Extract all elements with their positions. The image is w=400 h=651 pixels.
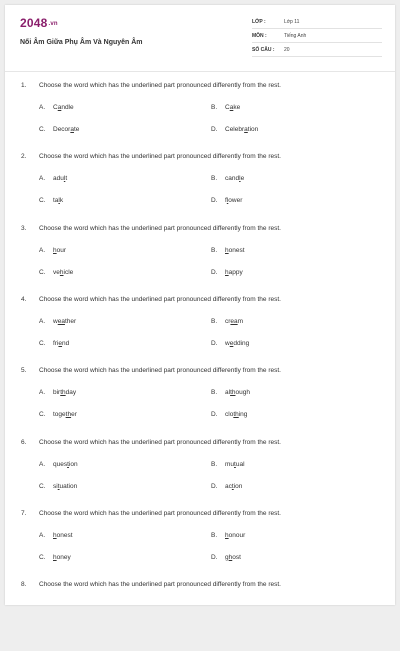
worksheet-title: Nối Âm Giữa Phụ Âm Và Nguyên Âm: [20, 39, 143, 46]
meta-value-subject: Tiếng Anh: [284, 33, 307, 39]
option-letter: D.: [211, 411, 218, 419]
option-letter: D.: [211, 482, 218, 490]
word-prefix: fri: [53, 339, 59, 347]
underlined-part: h: [53, 531, 57, 539]
word-suffix: ther: [64, 317, 77, 325]
option-word: [225, 104, 240, 111]
meta-row-class: [252, 15, 382, 29]
word-prefix: C: [53, 104, 58, 111]
question-number: 6.: [21, 438, 27, 446]
option-letter: D.: [211, 126, 218, 133]
word-suffix: er: [71, 411, 77, 419]
option-letter: B.: [211, 104, 218, 111]
underlined-part: th: [60, 389, 66, 397]
word-suffix: onour: [228, 531, 246, 539]
option-letter: A.: [39, 389, 46, 397]
underlined-part: a: [70, 126, 74, 133]
word-prefix: g: [225, 553, 229, 561]
answer-option-d[interactable]: [211, 269, 243, 276]
underlined-part: l: [239, 175, 241, 183]
question-number: 1.: [21, 82, 27, 89]
answer-option-c[interactable]: [39, 483, 77, 490]
word-suffix: icle: [63, 268, 74, 276]
option-word: [225, 532, 245, 539]
option-word: [225, 197, 242, 204]
answer-option-d[interactable]: [211, 554, 241, 561]
word-prefix: ta: [53, 197, 59, 205]
option-letter: A.: [39, 104, 46, 111]
option-letter: A.: [39, 531, 46, 539]
underlined-part: a: [244, 126, 248, 133]
word-suffix: onest: [228, 246, 245, 254]
option-letter: D.: [211, 197, 218, 205]
option-letter: C.: [39, 482, 46, 490]
word-prefix: ve: [53, 268, 60, 276]
word-suffix: ough: [235, 389, 250, 397]
option-word: [53, 340, 69, 347]
answer-option-d[interactable]: [211, 411, 247, 418]
question-item: [5, 510, 395, 580]
option-word: [225, 389, 250, 396]
word-prefix: bir: [53, 389, 61, 397]
answer-option-a[interactable]: [39, 461, 78, 468]
word-suffix: uation: [59, 482, 78, 490]
question-item: [5, 367, 395, 437]
option-letter: C.: [39, 268, 46, 276]
word-suffix: dding: [233, 339, 250, 347]
option-word: [225, 483, 242, 490]
word-prefix: ques: [53, 460, 68, 468]
answer-option-d[interactable]: [211, 340, 249, 347]
option-word: [53, 554, 71, 561]
underlined-part: h: [225, 531, 229, 539]
word-prefix: ac: [225, 482, 232, 490]
answer-option-b[interactable]: [211, 389, 250, 396]
option-letter: D.: [211, 268, 218, 276]
underlined-part: e: [58, 339, 63, 347]
answer-option-b[interactable]: [211, 247, 245, 254]
word-prefix: f: [225, 197, 227, 205]
option-word: [53, 247, 66, 254]
word-suffix: nd: [62, 339, 70, 347]
meta-row-subject: [252, 29, 382, 43]
word-suffix: ndle: [61, 104, 74, 111]
option-word: [53, 532, 73, 539]
answer-option-d[interactable]: [211, 483, 242, 490]
underlined-part: th: [65, 411, 72, 419]
underlined-part: t: [234, 460, 236, 468]
word-prefix: w: [225, 339, 230, 347]
question-item: [5, 296, 395, 366]
underlined-part: l: [63, 175, 66, 183]
question-text: Choose the word which has the underlined part pronounced differently from the rest.: [39, 224, 281, 232]
option-word: [225, 318, 243, 325]
logo-suffix: .vn: [48, 20, 58, 27]
word-prefix: al: [225, 389, 231, 397]
option-word: [225, 126, 258, 133]
underlined-part: h: [53, 553, 57, 561]
word-suffix: onest: [56, 531, 73, 539]
question-number: 3.: [21, 224, 27, 232]
word-prefix: si: [53, 482, 58, 490]
word-suffix: ion: [233, 482, 243, 490]
word-prefix: w: [53, 317, 58, 325]
question-text: Choose the word which has the underlined part pronounced differently from the rest.: [39, 509, 281, 517]
word-suffix: oney: [56, 553, 71, 561]
question-item: [5, 225, 395, 295]
meta-row-question-count: [252, 43, 382, 57]
underlined-part: e: [229, 339, 234, 347]
option-word: [225, 411, 247, 418]
question-item: [5, 82, 395, 152]
word-prefix: adu: [53, 175, 64, 183]
underlined-part: a: [57, 104, 62, 111]
answer-option-d[interactable]: [211, 126, 258, 133]
word-suffix: e: [240, 175, 245, 183]
option-letter: C.: [39, 126, 46, 133]
option-word: [53, 389, 76, 396]
option-letter: A.: [39, 175, 46, 183]
meta-key-question-count: SỐ CÂU :: [252, 47, 275, 53]
word-prefix: cr: [225, 317, 231, 325]
option-word: [53, 197, 63, 204]
option-word: [53, 126, 79, 133]
underlined-part: ea: [57, 317, 65, 325]
underlined-part: t: [67, 460, 69, 468]
answer-option-a[interactable]: [39, 104, 74, 111]
answer-option-c[interactable]: [39, 411, 77, 418]
option-letter: B.: [211, 389, 218, 397]
word-suffix: m: [237, 317, 244, 325]
word-suffix: appy: [228, 268, 243, 276]
option-word: [53, 483, 77, 490]
option-word: [53, 104, 74, 111]
site-logo[interactable]: [20, 16, 58, 30]
option-letter: B.: [211, 531, 218, 539]
option-letter: D.: [211, 553, 218, 561]
answer-option-c[interactable]: [39, 126, 79, 133]
header-divider: [5, 71, 395, 72]
underlined-part: h: [53, 246, 57, 254]
question-number: 7.: [21, 509, 27, 517]
question-text: Choose the word which has the underlined part pronounced differently from the rest.: [39, 295, 281, 303]
option-word: [53, 318, 76, 325]
option-letter: A.: [39, 317, 46, 325]
word-suffix: ower: [228, 197, 243, 205]
word-suffix: ion: [68, 460, 78, 468]
underlined-part: h: [225, 268, 229, 276]
answer-option-b[interactable]: [211, 318, 243, 325]
option-letter: C.: [39, 339, 46, 347]
option-letter: B.: [211, 317, 218, 325]
word-suffix: ost: [232, 553, 241, 561]
word-prefix: toge: [53, 411, 66, 419]
underlined-part: h: [228, 553, 233, 561]
word-suffix: ing: [238, 411, 248, 419]
answer-option-a[interactable]: [39, 247, 66, 254]
option-letter: A.: [39, 246, 46, 254]
option-word: [225, 175, 244, 182]
word-suffix: k: [59, 197, 64, 205]
option-letter: C.: [39, 553, 46, 561]
underlined-part: ea: [230, 317, 238, 325]
option-word: [53, 269, 73, 276]
underlined-part: th: [230, 389, 236, 397]
answer-option-b[interactable]: [211, 532, 245, 539]
option-word: [225, 554, 241, 561]
meta-value-question-count: 20: [284, 47, 290, 53]
question-text: Choose the word which has the underlined part pronounced differently from the rest.: [39, 82, 281, 89]
option-letter: C.: [39, 411, 46, 419]
option-word: [225, 461, 245, 468]
option-word: [225, 247, 245, 254]
question-item: [5, 581, 395, 651]
answer-option-b[interactable]: [211, 104, 240, 111]
meta-key-subject: MÔN :: [252, 33, 267, 39]
underlined-part: t: [57, 482, 60, 490]
option-letter: B.: [211, 246, 218, 254]
answer-option-d[interactable]: [211, 197, 242, 204]
option-word: [53, 175, 67, 182]
answer-option-a[interactable]: [39, 389, 76, 396]
word-suffix: our: [56, 246, 67, 254]
underlined-part: h: [59, 268, 64, 276]
option-word: [53, 461, 78, 468]
answer-option-b[interactable]: [211, 461, 245, 468]
option-letter: B.: [211, 175, 218, 183]
answer-option-c[interactable]: [39, 340, 69, 347]
underlined-part: a: [229, 104, 234, 111]
question-item: [5, 439, 395, 509]
question-item: [5, 153, 395, 223]
answer-option-a[interactable]: [39, 532, 73, 539]
option-letter: B.: [211, 460, 218, 468]
question-text: Choose the word which has the underlined part pronounced differently from the rest.: [39, 367, 281, 375]
question-text: Choose the word which has the underlined part pronounced differently from the rest.: [39, 438, 281, 446]
meta-key-class: LỚP :: [252, 19, 266, 25]
underlined-part: h: [225, 246, 229, 254]
option-word: [225, 269, 243, 276]
answer-option-c[interactable]: [39, 197, 63, 204]
worksheet-header: [5, 5, 395, 65]
option-word: [225, 340, 249, 347]
word-prefix: cand: [225, 175, 240, 183]
word-suffix: ke: [233, 104, 241, 111]
question-number: 8.: [21, 581, 27, 589]
answer-option-a[interactable]: [39, 318, 76, 325]
question-number: 4.: [21, 295, 27, 303]
option-letter: A.: [39, 460, 46, 468]
word-suffix: ual: [235, 460, 245, 468]
question-number: 5.: [21, 367, 27, 375]
word-prefix: mu: [225, 460, 235, 468]
worksheet-page: [5, 5, 395, 605]
meta-value-class: Lớp 11: [284, 19, 300, 25]
word-prefix: Decor: [53, 126, 71, 133]
underlined-part: l: [58, 197, 60, 205]
word-prefix: C: [225, 104, 230, 111]
underlined-part: t: [231, 482, 234, 490]
logo-main: 2048: [20, 16, 48, 30]
word-prefix: Celebr: [225, 126, 245, 133]
underlined-part: l: [226, 197, 229, 205]
word-suffix: tion: [247, 126, 259, 133]
word-suffix: day: [65, 389, 77, 397]
question-text: Choose the word which has the underlined part pronounced differently from the rest.: [39, 581, 281, 589]
answer-option-c[interactable]: [39, 269, 73, 276]
question-text: Choose the word which has the underlined part pronounced differently from the rest.: [39, 153, 281, 161]
option-letter: D.: [211, 339, 218, 347]
word-suffix: te: [73, 126, 80, 133]
answer-option-b[interactable]: [211, 175, 244, 182]
answer-option-a[interactable]: [39, 175, 67, 182]
option-letter: C.: [39, 197, 46, 205]
question-number: 2.: [21, 153, 27, 161]
answer-option-c[interactable]: [39, 554, 71, 561]
option-word: [53, 411, 77, 418]
word-prefix: clo: [225, 411, 234, 419]
underlined-part: th: [233, 411, 239, 419]
word-suffix: t: [65, 175, 68, 183]
